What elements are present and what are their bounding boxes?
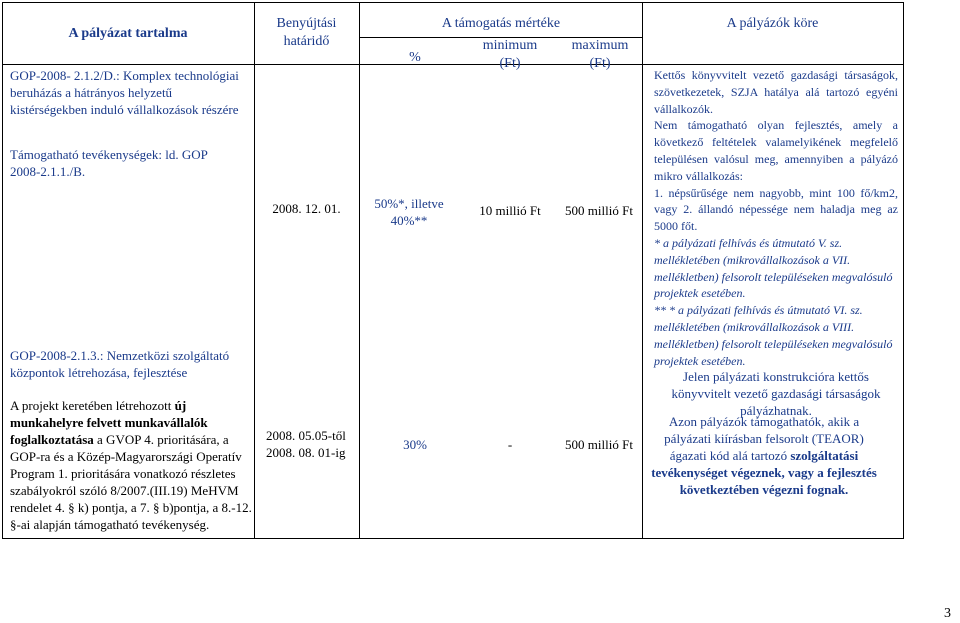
row2-applicants-lead: Azon pályázók támogathatók, akik a pályázati kiírásban felsorolt (TEAOR) ágazati kód alá tartozó xyxy=(664,414,864,463)
applicants-para: Kettős könyvvitelt vezető gazdasági társaságok, szövetkezetek, SZJA hatálya alá tartozó egyéni vállalkozók. xyxy=(654,68,898,116)
header-min xyxy=(465,37,555,73)
row2-description xyxy=(10,397,252,533)
row1-max: 500 millió Ft xyxy=(565,203,633,218)
row1-percent-line1: 50%*, illetve xyxy=(374,196,444,211)
row2-deadline-line1: 2008. 05.05-től xyxy=(266,428,346,443)
grid-line xyxy=(2,2,3,539)
grid-line xyxy=(2,2,904,3)
header-min-line2: (Ft) xyxy=(499,56,521,71)
row1-min: 10 millió Ft xyxy=(479,203,541,218)
row2-min: - xyxy=(507,437,513,452)
header-max xyxy=(555,37,645,73)
header-deadline xyxy=(254,15,359,51)
row2-deadline-line2: 2008. 08. 01-ig xyxy=(266,445,346,460)
grid-line xyxy=(2,64,904,65)
grid-line xyxy=(903,2,904,539)
applicants-para: Nem támogatható olyan fejlesztés, amely a következő feltételek valamelyikének megfelelő településen valósul meg, amennyiben a pályázó mikro vállalkozás: xyxy=(654,118,898,183)
grid-line xyxy=(642,2,643,539)
grid-line xyxy=(254,2,255,539)
header-deadline-line1: Benyújtási xyxy=(276,16,337,31)
row1-activities: Támogatható tevékenységek: ld. GOP 2008-2.1.1./B. xyxy=(10,147,208,179)
page-number: 3 xyxy=(944,606,951,621)
row2-applicants xyxy=(650,413,878,498)
row2-desc-rest: a GVOP 4. prioritására, a GOP-ra és a Közép-Magyarországi Operatív Program 1. prioritására vonatkozó részletes szabályokról szóló 8/2007.(III.19) MeHVM rendelet 4. § k) pontja, a 7. § b)pontja, a 8.-12. §-ai alapján támogatható tevékenység. xyxy=(10,432,252,532)
header-max-line1: maximum xyxy=(571,38,629,53)
footnote: * a pályázati felhívás és útmutató V. sz. mellékletében (mikrovállalkozások a VII. mellékletben) felsorolt településeken megvalósuló projektek esetében. xyxy=(654,235,893,301)
row2-deadline xyxy=(266,427,358,461)
row2-max: 500 millió Ft xyxy=(565,437,633,452)
header-content: A pályázat tartalma xyxy=(68,26,188,41)
applicants-para: 1. népsűrűsége nem nagyobb, mint 100 fő/km2, vagy 2. állandó népessége nem haladja meg az 5000 főt. xyxy=(654,185,898,234)
header-percent: % xyxy=(409,50,421,65)
row1-percent xyxy=(359,195,459,229)
footnote: ** * a pályázati felhívás és útmutató VI. sz. mellékletében (mikrovállalkozások a VIII. mellékletben) felsorolt településeken megvalósuló projektek esetében. xyxy=(654,303,893,368)
row2-applicants-bold: szolgáltatási tevékenységet végeznek, vagy a fejlesztés következtében végezni fognak. xyxy=(651,448,877,497)
row1-percent-line2: 40%** xyxy=(390,213,428,228)
row1-applicants xyxy=(654,67,898,420)
applicants-footer: Jelen pályázati konstrukcióra kettős könyvvitelt vezető gazdasági társaságok pályázhatnak. xyxy=(671,369,881,418)
header-support: A támogatás mértéke xyxy=(441,16,561,31)
grid-line xyxy=(2,538,904,539)
row2-percent: 30% xyxy=(403,437,427,452)
header-deadline-line2: határidő xyxy=(283,34,330,49)
header-min-line1: minimum xyxy=(482,38,538,53)
row2-title: GOP-2008-2.1.3.: Nemzetközi szolgáltató központok létrehozása, fejlesztése xyxy=(10,348,230,380)
header-max-line2: (Ft) xyxy=(589,56,611,71)
header-applicants: A pályázók köre xyxy=(726,16,819,31)
row2-desc-lead: A projekt keretében létrehozott xyxy=(10,398,175,413)
row1-title: GOP-2008- 2.1.2/D.: Komplex technológiai beruházás a hátrányos helyzetű kistérségekben induló vállalkozások részére xyxy=(10,68,239,117)
grid-line xyxy=(359,2,360,539)
row1-deadline: 2008. 12. 01. xyxy=(272,201,341,216)
row2-desc-bold: új munkahelyre felvett munkavállalók foglalkoztatása xyxy=(10,398,208,447)
